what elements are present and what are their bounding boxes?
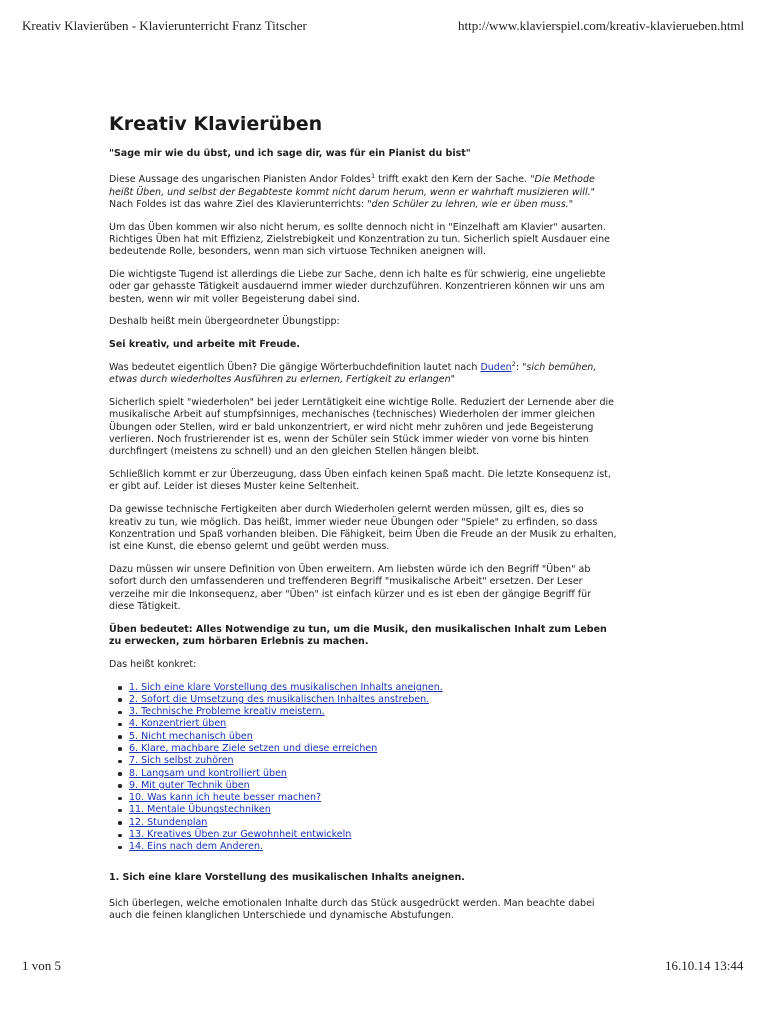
toc-link-1[interactable]: 1. Sich eine klare Vorstellung des musikalischen Inhalts aneignen.	[129, 681, 443, 693]
print-footer	[0, 954, 768, 984]
table-of-contents	[109, 682, 619, 854]
toc-item	[129, 731, 619, 743]
toc-link-2[interactable]: 2. Sofort die Umsetzung des musikalischen Inhaltes anstreben.	[129, 693, 430, 705]
toc-item	[129, 694, 619, 706]
section-1-heading: 1. Sich eine klare Vorstellung des musikalischen Inhalts aneignen.	[109, 871, 465, 883]
paragraph-text: trifft exakt den Kern der Sache.	[375, 174, 531, 186]
toc-item	[129, 817, 619, 829]
toc-item	[129, 743, 619, 755]
paragraph-tipp-intro: Deshalb heißt mein übergeordneter Übungstipp:	[109, 316, 340, 328]
paragraph-foldes	[109, 174, 619, 211]
definition-statement: Üben bedeutet: Alles Notwendige zu tun, um die Musik, den musikalischen Inhalt zum Leben zu erwecken, zum hörbaren Erlebnis zu machen.	[109, 623, 607, 647]
article-content	[109, 112, 619, 933]
toc-link-10[interactable]: 10. Was kann ich heute besser machen?	[129, 792, 322, 804]
paragraph-ueben: Um das Üben kommen wir also nicht herum, es sollte dennoch nicht in "Einzelhaft am Klavier" ausarten. Richtiges Üben hat mit Effizienz, Zielstrebigkeit und Konzentration zu tun. Sicherlich spielt Ausdauer eine bedeutende Rolle, besonders, wenn man sich virtuose Techniken aneignen will.	[109, 221, 610, 258]
print-page-title: Kreativ Klavierüben - Klavierunterricht Franz Titscher	[22, 18, 307, 33]
toc-item	[129, 780, 619, 792]
print-page-url: http://www.klavierspiel.com/kreativ-klavierueben.html	[458, 18, 745, 33]
paragraph-text: Was bedeutet eigentlich Üben? Die gängige Wörterbuchdefinition lautet nach	[109, 362, 481, 374]
toc-link-13[interactable]: 13. Kreatives Üben zur Gewohnheit entwickeln	[129, 829, 352, 841]
toc-link-3[interactable]: 3. Technische Probleme kreativ meistern.	[129, 706, 325, 718]
toc-item	[129, 804, 619, 816]
toc-link-6[interactable]: 6. Klare, machbare Ziele setzen und diese erreichen	[129, 742, 378, 754]
toc-link-5[interactable]: 5. Nicht mechanisch üben	[129, 730, 253, 742]
paragraph-tugend: Die wichtigste Tugend ist allerdings die Liebe zur Sache, denn ich halte es für schwierig, eine ungeliebte oder gar gehasste Tätigkeit ausdauernd immer wieder durchzuführen. Konzentrieren können wir uns am besten, wenn wir mit voller Begeisterung dabei sind.	[109, 269, 606, 305]
paragraph-konsequenz: Schließlich kommt er zur Überzeugung, dass Üben einfach keinen Spaß macht. Die letzte Konsequenz ist, er gibt auf. Leider ist dieses Muster keine Seltenheit.	[109, 469, 611, 493]
foldes-goal-quote: "den Schüler zu lehren, wie er üben muss."	[367, 198, 574, 210]
toc-item	[129, 682, 619, 694]
foldes-quote: "Die Methode heißt Üben, und selbst der Begabteste kommt nicht darum herum, wenn er wahrhaft musizieren will."	[109, 174, 595, 198]
page-title: Kreativ Klavierüben	[109, 113, 323, 135]
toc-item	[129, 768, 619, 780]
toc-link-4[interactable]: 4. Konzentriert üben	[129, 718, 227, 730]
toc-link-8[interactable]: 8. Langsam und kontrolliert üben	[129, 767, 287, 779]
paragraph-text: Diese Aussage des ungarischen Pianisten Andor Foldes	[109, 174, 372, 186]
paragraph-definition-erweitern: Dazu müssen wir unsere Definition von Üben erweitern. Am liebsten würde ich den Begriff "Üben" ab sofort durch den umfassenderen und treffenderen Begriff "musikalische Arbeit" ersetzen. Der Leser verzeihe mir die Inkonsequenz, aber "Üben" ist einfach kürzer und es ist eben der gängige Begriff für diese Tätigkeit.	[109, 563, 592, 612]
main-tip: Sei kreativ, und arbeite mit Freude.	[109, 339, 300, 351]
toc-item	[129, 829, 619, 841]
toc-item	[129, 706, 619, 718]
toc-link-11[interactable]: 11. Mentale Übungstechniken	[129, 804, 271, 816]
toc-item	[129, 841, 619, 853]
page-number: 1 von 5	[22, 958, 61, 973]
paragraph-konkret: Das heißt konkret:	[109, 658, 197, 670]
footnote-ref-2: 2	[511, 360, 516, 369]
footnote-ref-1: 1	[371, 172, 376, 181]
paragraph-text: Nach Foldes ist das wahre Ziel des Klavierunterrichts:	[109, 198, 368, 210]
duden-link[interactable]: Duden	[480, 362, 512, 374]
section-1-paragraph: Sich überlegen, welche emotionalen Inhalte durch das Stück ausgedrückt werden. Man beachte dabei auch die feinen klanglichen Unterschiede und dynamische Abstufungen.	[109, 897, 595, 921]
toc-link-9[interactable]: 9. Mit guter Technik üben	[129, 779, 250, 791]
paragraph-wiederholen: Sicherlich spielt "wiederholen" bei jeder Lerntätigkeit eine wichtige Rolle. Reduziert der Lernende aber die musikalische Arbeit auf stumpfsinniges, mechanisches (technisches) Wiederholen der immer gleichen Übungen oder Stellen, wird er bald unkonzentriert, er wird nicht mehr zuhören und jede Begeisterung verlieren. Noch frustrierender ist es, wenn der Schüler sein Stück immer wieder von vorne bis hinten durchfingert (meistens zu schnell) und an den gleichen Stellen hängen bleibt.	[109, 397, 614, 458]
toc-link-14[interactable]: 14. Eins nach dem Anderen.	[129, 841, 263, 853]
toc-item	[129, 792, 619, 804]
intro-quote: "Sage mir wie du übst, und ich sage dir, was für ein Pianist du bist"	[109, 148, 471, 159]
paragraph-kreativ: Da gewisse technische Fertigkeiten aber durch Wiederholen gelernt werden müssen, gilt es, dies so kreativ zu tun, wie möglich. Das heißt, immer wieder neue Übungen oder "Spiele" zu erfinden, so dass Konzentration und Spaß vorhanden bleiben. Die Fähigkeit, beim Üben die Freude an der Musik zu erhalten, ist eine Kunst, die ebenso gelernt und geübt werden muss.	[109, 504, 617, 553]
toc-item	[129, 755, 619, 767]
toc-link-12[interactable]: 12. Stundenplan	[129, 816, 208, 828]
toc-link-7[interactable]: 7. Sich selbst zuhören	[129, 755, 234, 767]
paragraph-text: :	[515, 362, 523, 374]
paragraph-definition	[109, 362, 619, 387]
toc-item	[129, 718, 619, 730]
duden-quote: "sich bemühen, etwas durch wiederholtes Ausführen zu erlernen, Fertigkeit zu erlangen"	[109, 362, 597, 386]
print-header	[0, 0, 768, 40]
print-datetime: 16.10.14 13:44	[665, 958, 744, 973]
